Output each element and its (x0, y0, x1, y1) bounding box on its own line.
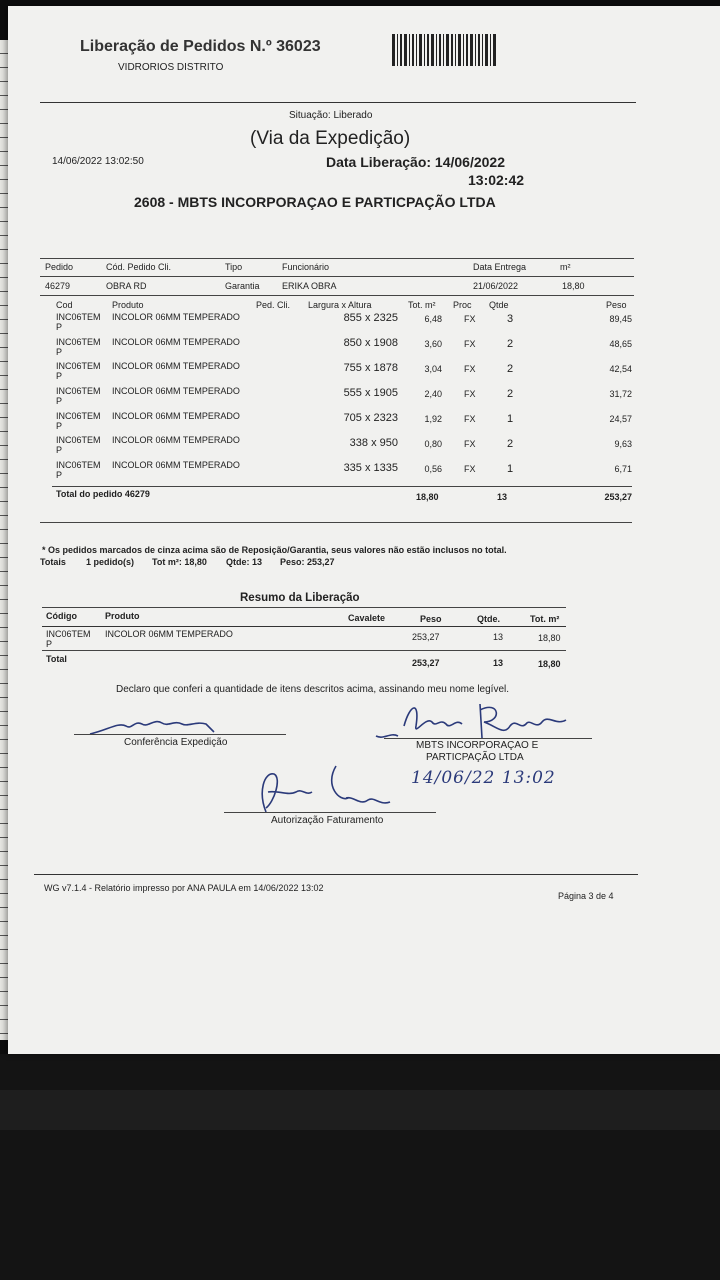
item-cod-suffix: P (56, 347, 63, 357)
order-funcionario: ERIKA OBRA (282, 281, 337, 291)
item-produto: INCOLOR 06MM TEMPERADO (112, 337, 240, 347)
footer-line (34, 874, 638, 875)
conferencia-line (74, 734, 286, 735)
item-produto: INCOLOR 06MM TEMPERADO (112, 361, 240, 371)
items-total-line (52, 486, 632, 487)
resumo-qtde: 13 (493, 632, 504, 642)
item-tot-m2: 0,80 (424, 439, 442, 449)
items-section-bottom-line (40, 522, 632, 523)
document-title: Liberação de Pedidos N.º 36023 (80, 38, 321, 55)
resumo-header-peso: Peso (420, 614, 442, 624)
order-cod-pedido: OBRA RD (106, 281, 147, 291)
order-m2: 18,80 (562, 281, 585, 291)
note-asterisk: * Os pedidos marcados de cinza acima são de Reposição/Garantia, seus valores não estão inclusos no total. (42, 545, 507, 555)
item-peso: 6,71 (614, 464, 632, 474)
resumo-total-qtde: 13 (493, 658, 504, 668)
items-header-peso: Peso (606, 300, 627, 310)
item-cod: INC06TEM (56, 411, 101, 421)
item-cod: INC06TEM (56, 386, 101, 396)
client-name: 2608 - MBTS INCORPORAÇAO E PARTICPAÇÃO LTDA (134, 194, 496, 210)
background-table-surface (0, 1054, 720, 1280)
item-cod-suffix: P (56, 445, 63, 455)
item-proc: FX (464, 389, 476, 399)
autorizacao-label: Autorização Faturamento (271, 815, 384, 826)
resumo-peso: 253,27 (412, 632, 440, 642)
situacao-label: Situação: Liberado (289, 110, 373, 121)
header-divider (40, 102, 636, 103)
item-tot-m2: 3,60 (424, 339, 442, 349)
order-data-entrega: 21/06/2022 (473, 281, 519, 291)
signature-cliente (370, 696, 580, 744)
items-header-produto: Produto (112, 300, 144, 310)
item-tot-m2: 1,92 (424, 414, 442, 424)
resumo-row-line (42, 650, 566, 651)
item-proc: FX (464, 314, 476, 324)
print-timestamp: 14/06/2022 13:02:50 (52, 156, 144, 167)
item-dimensions: 755 x 1878 (343, 362, 398, 374)
order-values-underline (40, 295, 634, 296)
document-page (8, 6, 720, 1054)
item-qtde: 2 (507, 338, 514, 350)
items-header-cod: Cod (56, 300, 73, 310)
item-proc: FX (464, 439, 476, 449)
item-tot-m2: 6,48 (424, 314, 442, 324)
cliente-line (384, 738, 592, 739)
resumo-header-codigo: Código (46, 611, 77, 621)
items-total-tot-m2: 18,80 (416, 492, 439, 502)
item-cod: INC06TEM (56, 460, 101, 470)
item-produto: INCOLOR 06MM TEMPERADO (112, 411, 240, 421)
item-cod-suffix: P (56, 396, 63, 406)
item-proc: FX (464, 364, 476, 374)
order-pedido: 46279 (45, 281, 71, 291)
resumo-produto: INCOLOR 06MM TEMPERADO (105, 629, 233, 639)
order-header-tipo: Tipo (225, 262, 243, 272)
resumo-total-label: Total (46, 654, 67, 664)
resumo-header-qtde: Qtde. (477, 614, 501, 624)
handwritten-date: 14/06/22 13:02 (411, 768, 556, 788)
order-header-underline (40, 276, 634, 277)
items-total-qtde: 13 (497, 492, 508, 502)
item-dimensions: 338 x 950 (349, 437, 398, 449)
order-header-pedido: Pedido (45, 262, 74, 272)
item-peso: 31,72 (609, 389, 632, 399)
items-total-label: Total do pedido 46279 (56, 489, 150, 499)
items-total-peso: 253,27 (604, 492, 632, 502)
item-cod-suffix: P (56, 470, 63, 480)
item-peso: 24,57 (609, 414, 632, 424)
resumo-total-peso: 253,27 (412, 658, 440, 668)
item-dimensions: 555 x 1905 (343, 387, 398, 399)
items-header-proc: Proc (453, 300, 472, 310)
item-cod: INC06TEM (56, 435, 101, 445)
item-proc: FX (464, 339, 476, 349)
resumo-tot-m2: 18,80 (538, 633, 561, 643)
item-proc: FX (464, 414, 476, 424)
items-header-dimensions: Largura x Altura (308, 300, 372, 310)
item-produto: INCOLOR 06MM TEMPERADO (112, 386, 240, 396)
data-liberacao: Data Liberação: 14/06/2022 (326, 154, 505, 170)
hora-liberacao: 13:02:42 (468, 172, 525, 188)
item-dimensions: 855 x 2325 (343, 312, 398, 324)
item-dimensions: 705 x 2323 (343, 412, 398, 424)
via-label: (Via da Expedição) (250, 128, 411, 149)
item-peso: 48,65 (609, 339, 632, 349)
cliente-label-line1: MBTS INCORPORAÇAO E (416, 740, 539, 751)
footer-printed-by: WG v7.1.4 - Relatório impresso por ANA PAULA em 14/06/2022 13:02 (44, 883, 324, 893)
order-header-data-entrega: Data Entrega (473, 262, 527, 272)
resumo-header-produto: Produto (105, 611, 140, 621)
item-produto: INCOLOR 06MM TEMPERADO (112, 312, 240, 322)
item-peso: 42,54 (609, 364, 632, 374)
company-name: VIDRORIOS DISTRITO (118, 62, 224, 73)
resumo-header-tot-m2: Tot. m² (530, 614, 560, 624)
resumo-header-cavalete: Cavalete (348, 613, 386, 623)
item-cod: INC06TEM (56, 361, 101, 371)
item-qtde: 1 (507, 463, 514, 475)
items-header-tot-m2: Tot. m² (408, 300, 436, 310)
order-header-funcionario: Funcionário (282, 262, 330, 272)
declaration-text: Declaro que conferi a quantidade de itens descritos acima, assinando meu nome legível. (116, 684, 510, 695)
item-cod: INC06TEM (56, 337, 101, 347)
item-dimensions: 850 x 1908 (343, 337, 398, 349)
footer-page-number: Página 3 de 4 (558, 891, 614, 901)
item-tot-m2: 3,04 (424, 364, 442, 374)
order-tipo: Garantia (225, 281, 260, 291)
order-header-m2: m² (560, 262, 571, 272)
resumo-top-line (42, 607, 566, 608)
item-produto: INCOLOR 06MM TEMPERADO (112, 435, 240, 445)
item-tot-m2: 0,56 (424, 464, 442, 474)
items-header-ped-cli: Ped. Cli. (256, 300, 291, 310)
totals-qtde: Qtde: 13 (226, 557, 263, 567)
totals-tot-m2: Tot m²: 18,80 (152, 557, 207, 567)
item-qtde: 2 (507, 388, 514, 400)
resumo-header-underline (42, 626, 566, 627)
item-qtde: 2 (507, 363, 514, 375)
autorizacao-line (224, 812, 436, 813)
item-tot-m2: 2,40 (424, 389, 442, 399)
items-header-qtde: Qtde (489, 300, 509, 310)
item-cod-suffix: P (56, 421, 63, 431)
cliente-label-line2: PARTICPAÇÃO LTDA (426, 752, 524, 763)
resumo-codigo: INC06TEM (46, 629, 91, 639)
totals-peso: Peso: 253,27 (280, 557, 335, 567)
item-qtde: 3 (507, 313, 514, 325)
totals-pedidos: 1 pedido(s) (86, 557, 135, 567)
item-cod-suffix: P (56, 371, 63, 381)
item-qtde: 1 (507, 413, 514, 425)
item-dimensions: 335 x 1335 (343, 462, 398, 474)
totals-label: Totais (40, 557, 66, 567)
item-qtde: 2 (507, 438, 514, 450)
resumo-codigo-suffix: P (46, 639, 53, 649)
item-cod: INC06TEM (56, 312, 101, 322)
item-proc: FX (464, 464, 476, 474)
item-produto: INCOLOR 06MM TEMPERADO (112, 460, 240, 470)
item-cod-suffix: P (56, 322, 63, 332)
item-peso: 89,45 (609, 314, 632, 324)
barcode (392, 34, 500, 66)
conferencia-label: Conferência Expedição (124, 737, 228, 748)
signature-autorizacao (244, 762, 404, 818)
order-header-cod-pedido: Cód. Pedido Cli. (106, 262, 172, 272)
item-peso: 9,63 (614, 439, 632, 449)
resumo-total-tot-m2: 18,80 (538, 659, 561, 669)
resumo-title: Resumo da Liberação (240, 592, 360, 604)
order-table-top-line (40, 258, 634, 259)
